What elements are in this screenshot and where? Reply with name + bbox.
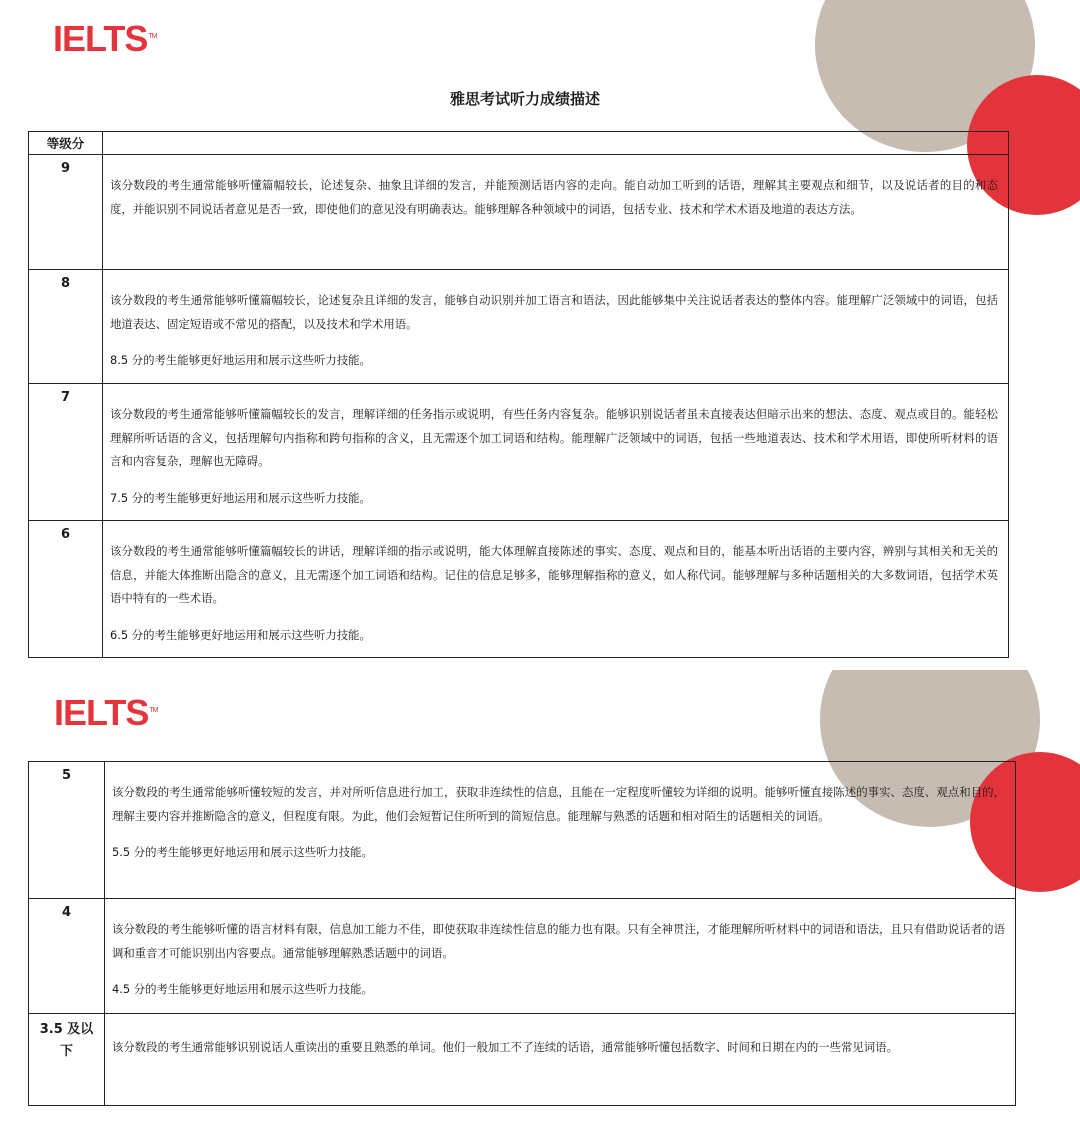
band-description: 该分数段的考生通常能够听懂篇幅较长，论述复杂、抽象且详细的发言，并能预测话语内容的走向。能自动加工听到的话语，理解其主要观点和细节，以及说话者的目的和态度，并能识别不同说话者意见是否一致，即使他们的意见没有明确表达。能够理解各种领域中的词语，包括专业、技术和学术术语及地道的表达方法。 (110, 178, 998, 216)
band-description-cell (103, 270, 1009, 384)
page-title: 雅思考试听力成绩描述 (449, 90, 600, 108)
band-description-cell (105, 1014, 1016, 1106)
table-row (29, 270, 1009, 384)
band-description: 该分数段的考生通常能够听懂篇幅较长的发言，理解详细的任务指示或说明，有些任务内容复杂。能够识别说话者虽未直接表达但暗示出来的想法、态度、观点或目的。能轻松理解所听话语的含义，包括理解句内指称和跨句指称的含义，且无需逐个加工词语和结构。能理解广泛领域中的词语，包括一些地道表达、技术和学术用语，即使所听材料的语言和内容复杂，理解也无障碍。 (110, 407, 998, 468)
half-band-note: 4.5 分的考生能够更好地运用和展示这些听力技能。 (112, 982, 373, 996)
document-page-2 (0, 670, 1080, 1124)
band-description: 该分数段的考生通常能够识别说话人重读出的重要且熟悉的单词。他们一般加工不了连续的话语，通常能够听懂包括数字、时间和日期在内的一些常见词语。 (112, 1040, 898, 1054)
band-score: 9 (29, 155, 103, 270)
table-row (29, 762, 1016, 899)
band-description: 该分数段的考生通常能够听懂篇幅较长的讲话，理解详细的指示或说明，能大体理解直接陈述的事实、态度、观点和目的，能基本听出话语的主要内容，辨别与其相关和无关的信息，并能大体推断出隐含的意义，且无需逐个加工词语和结构。记住的信息足够多，能够理解指称的意义，如人称代词。能够理解与多种话题相关的大多数词语，包括学术英语中特有的一些术语。 (110, 544, 998, 605)
ielts-logo: IELTS™ (54, 692, 158, 733)
band-description: 该分数段的考生通常能够听懂篇幅较长，论述复杂且详细的发言，能够自动识别并加工语言和语法，因此能够集中关注说话者表达的整体内容。能理解广泛领域中的词语，包括地道表达、固定短语或不常见的搭配，以及技术和学术用语。 (110, 293, 998, 331)
table-row (29, 521, 1009, 658)
band-description-cell (105, 762, 1016, 899)
half-band-note: 7.5 分的考生能够更好地运用和展示这些听力技能。 (110, 490, 371, 505)
band-score: 5 (29, 762, 105, 899)
table-row (29, 899, 1016, 1014)
band-description-cell (105, 899, 1016, 1014)
header-description (103, 132, 1009, 155)
band-score: 7 (29, 384, 103, 521)
table-row (29, 1014, 1016, 1106)
half-band-note: 6.5 分的考生能够更好地运用和展示这些听力技能。 (110, 627, 371, 642)
band-description-cell (103, 521, 1009, 658)
ielts-logo: IELTS™ (53, 18, 157, 59)
band-score: 6 (29, 521, 103, 658)
band-description: 该分数段的考生通常能够听懂较短的发言，并对所听信息进行加工，获取非连续性的信息，且能在一定程度听懂较为详细的说明。能够听懂直接陈述的事实、态度、观点和目的，理解主要内容并推断隐含的意义，但程度有限。为此，他们会短暂记住所听到的简短信息。能理解与熟悉的话题和相对陌生的话题相关的词语。 (112, 785, 1005, 823)
band-score: 4 (29, 899, 105, 1014)
header-score: 等级分 (29, 132, 103, 155)
band-description-cell (103, 384, 1009, 521)
band-description: 该分数段的考生能够听懂的语言材料有限，信息加工能力不佳，即使获取非连续性信息的能力也有限。只有全神贯注，才能理解所听材料中的词语和语法，且只有借助说话者的语调和重音才可能识别出内容要点。通常能够理解熟悉话题中的词语。 (112, 922, 1005, 960)
half-band-note: 5.5 分的考生能够更好地运用和展示这些听力技能。 (112, 845, 373, 859)
half-band-note: 8.5 分的考生能够更好地运用和展示这些听力技能。 (110, 353, 371, 367)
table-header-row (29, 132, 1009, 155)
band-table-1 (28, 131, 1009, 658)
band-score: 3.5 及以下 (29, 1014, 105, 1106)
band-table-2 (28, 761, 1016, 1106)
table-row (29, 384, 1009, 521)
table-row (29, 155, 1009, 270)
band-description-cell (103, 155, 1009, 270)
band-score: 8 (29, 270, 103, 384)
